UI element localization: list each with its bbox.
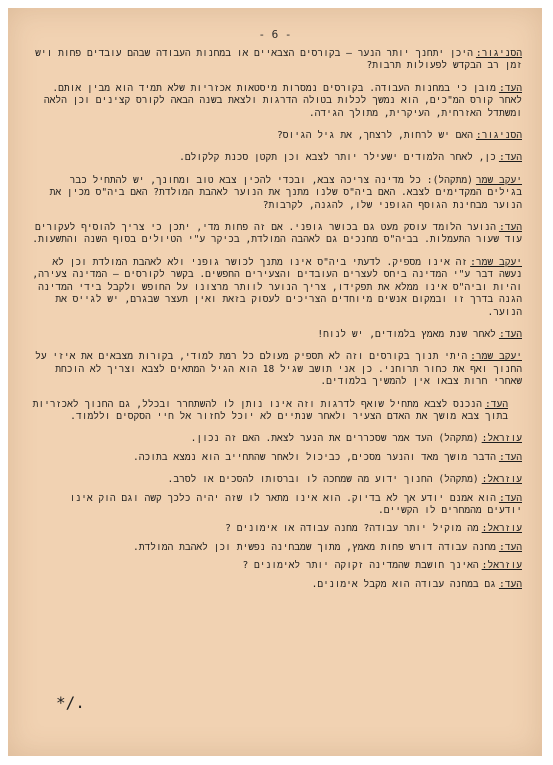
paragraph-text: כן, לאחר הלמודים ישעילר יותר לצבא וכן תקטן סכנת קלקולם.: [179, 152, 496, 164]
speaker-label: יעקב שמר:: [470, 351, 522, 363]
speaker-label: העד:: [498, 328, 522, 340]
transcript-paragraph: [30, 351, 522, 388]
speaker-label: עוזראל:: [481, 523, 522, 535]
transcript-paragraph: [30, 493, 522, 518]
paragraph-text: הדבר מושך מאד והנער מסכים, כביכול ולאחר שהתחייב הוא נמצא בתוכה.: [133, 451, 496, 463]
transcript-paragraph: [30, 579, 522, 591]
transcript-paragraph: [30, 452, 522, 464]
paragraph-text: (מתקהל): כל מדינה צריכה צבא, ובכדי להכין צבא טוב ומחונך, יש להתחיל כבר בגילים המקדימים לצבא. האם ביה"ס שלנו מתנך את הנוער לאהבת המולדת? האם ביה"ס מכין את הנוער מבחינת הגוסף הגופני שלו, להגנה, לקרבות?: [49, 174, 522, 211]
transcript-paragraph: [30, 257, 522, 319]
transcript-paragraph: [30, 523, 522, 535]
transcript-paragraph: [30, 433, 522, 445]
transcript-paragraph: [30, 560, 522, 572]
paragraph-text: לאחר שנת מאמץ בלמודים, יש לנוח!: [317, 328, 496, 340]
speaker-label: הסניגור:: [475, 130, 522, 142]
document-page: [8, 8, 542, 756]
speaker-label: העד:: [484, 398, 508, 410]
speaker-label: עוזראל:: [481, 433, 522, 445]
speaker-label: העד:: [498, 222, 522, 234]
speaker-label: העד:: [498, 152, 522, 164]
transcript-body: [30, 48, 522, 601]
speaker-label: הסניגור:: [475, 48, 522, 59]
transcript-paragraph: [30, 175, 522, 212]
speaker-label: העד:: [498, 451, 522, 463]
speaker-label: יעקב שמר:: [470, 256, 522, 268]
transcript-paragraph: [30, 542, 522, 554]
paragraph-text: היתי תנוך בקורסים וזה לא תספיק מעולם כל רמת למודי, בקורות מצבאים את איזי על החנוך ואף את כחור תרוחני. כן אני תושב שגיל 18 הוא הגיל המתאים לצבא וצריך לא הוכחת שאחרי חרות צבאו אין להמשיך בלמודים.: [35, 351, 522, 388]
transcript-paragraph: [30, 83, 522, 120]
transcript-paragraph: [30, 329, 522, 341]
paragraph-text: מחנה עבודה דורש פחות מאמץ, מתוך שמבחינה נפשית וכן לאהבת המולדת.: [133, 541, 496, 553]
paragraph-text: גם במחנה עבודה הוא מקבל אימונים.: [311, 578, 496, 590]
paragraph-text: מה מוקיל יותר עבודה? מחנה עבודה או אימונים ?: [225, 523, 479, 535]
paragraph-text: הנוער הלומד עוסק מעט גם בכושר גופני. אם זה פחות מדי, יתכן כי צריך להוסיף לעקורים עוד שעור התעמלות. בביה"ס מחנכים גם לאהבה המולדת, בכיקר ע"י הטיולים בסוף השנה והתשעות.: [32, 222, 522, 246]
paragraph-text: הנכנס לצבא מתחיל שואף לדרגות וזה אינו נותן לו להשתחרר ובכלל, גם החנוך לאכזריות בתוך צבא מושך את האדם הצעיר ולאחר שנתיים לא יוכל לחזור אל חיי הסקסים וללמוד.: [32, 398, 508, 422]
speaker-label: העד:: [498, 492, 522, 504]
speaker-label: העד:: [498, 82, 522, 94]
transcript-paragraph: [30, 399, 522, 424]
paragraph-text: הוא אמנם יודע אך לא בדיוק. הוא אינו מתאר לו שזה יהיה כלכך קשה וגם הוק אינו יודעים מהמחרים לו הקשיים.: [69, 492, 522, 516]
transcript-paragraph: [30, 222, 522, 247]
speaker-label: עוזראל:: [481, 474, 522, 486]
speaker-label: עוזראל:: [481, 560, 522, 572]
page-number: - 6 -: [258, 28, 292, 41]
paragraph-text: מובן כי במחנות העבודה. בקורסים נמסרות מיסטאות אכזריות שלא תמיד הוא מבין אותם. לאחר קורס המ"כים, הוא נמשך לכלות בטולה הדרגות ולצאת בשנה הבאה לקורס קצינים וכן הלאה ומשתדל האזרחית, העיקרית, מתולך הגידה.: [43, 82, 522, 119]
paragraph-text: (מתקהל) העד אמר שסכררים את הנער לצאת. האם זה נכון.: [190, 433, 479, 445]
paragraph-text: האינך חושבת שהמדינה זקוקה יותר לאימונים ?: [242, 560, 479, 572]
transcript-paragraph: [30, 152, 522, 164]
paragraph-text: זה אינו מספיק. לדעתי ביה"ס אינו מתנך לכושר גופני ולא לאהבת המולדת וכן לא נעשה דבר ע"י המדינה ביחס לעצרים העובדים והצעירים החפשים. בקשר לקורסים – המדינה צעירה, והיות וביה"ס אינו ממלא את תפקידו, צריך הנוער לוותר מרצונו על החופש ולקבל בידי המדינה הגנה בדרך זו ובמקום אנשים מיוחדים הצריכים לעסוק בזאת ואין תעצר שבגרם, יש לגייס את הנוער.: [32, 256, 522, 318]
paragraph-text: (מתקהל) החנוך ידוע מה שמחכה לו וברסותו להסכים או לסרב.: [167, 474, 479, 486]
speaker-label: העד:: [498, 578, 522, 590]
paragraph-text: האם יש לרחות, לרצחך, את גיל הגיוס?: [277, 130, 473, 142]
transcript-paragraph: [30, 130, 522, 142]
transcript-paragraph: [30, 48, 522, 73]
speaker-label: העד:: [498, 541, 522, 553]
continuation-mark: */.: [56, 693, 85, 712]
speaker-label: יעקב שמר: [475, 174, 522, 186]
paragraph-text: היכן יתחנך יותר הנער – בקורסים הצבאיים או במחנות העבודה שבהם עובדים פחות ויש זמן רב הבקדש לפעולות תרבות?: [35, 48, 522, 72]
transcript-paragraph: [30, 474, 522, 486]
